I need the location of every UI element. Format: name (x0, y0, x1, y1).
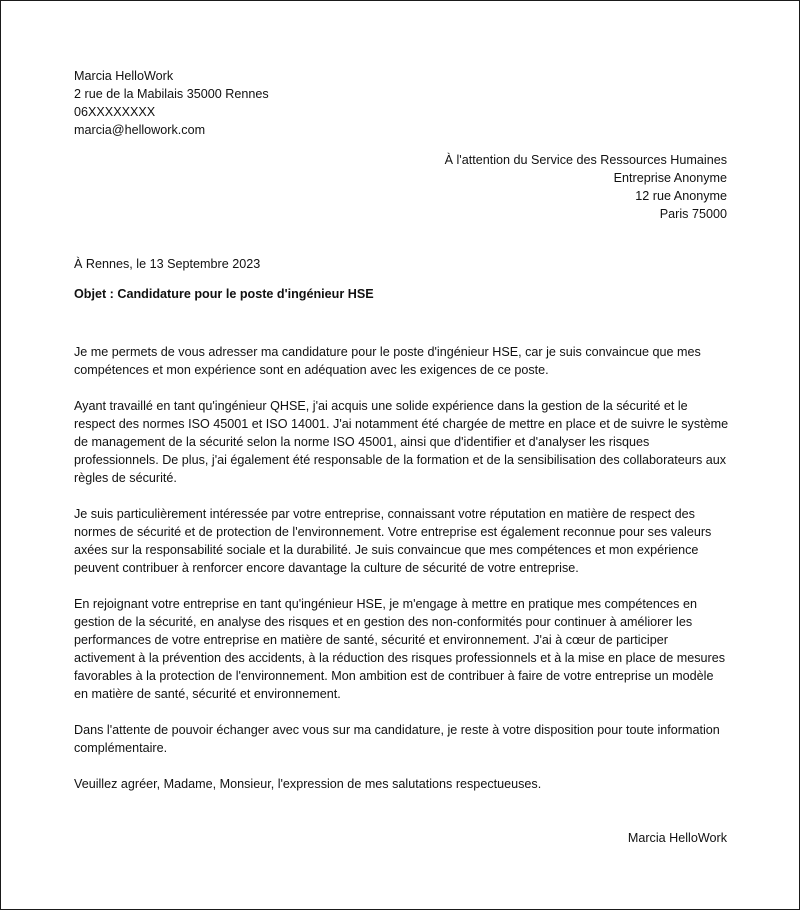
sender-phone: 06XXXXXXXX (74, 105, 156, 119)
body-paragraph: En rejoignant votre entreprise en tant qu'ingénieur HSE, je m'engage à mettre en pratique mes compétences en gestion de la sécurité, en analyse des risques et en gestion des non-conformités pour continuer à améliorer les performances de votre entreprise en matière de santé, sécurité et environnement. J'ai à cœur de participer activement à la prévention des accidents, à la réduction des risques professionnels et à la mise en place de mesures favorables à la protection de l'environnement. Mon ambition est de contribuer à faire de votre entreprise un modèle en matière de santé, sécurité et environnement. (74, 597, 726, 701)
recipient-attention: À l'attention du Service des Ressources Humaines (444, 153, 727, 167)
sender-email: marcia@hellowork.com (74, 123, 206, 137)
body-paragraph: Je suis particulièrement intéressée par votre entreprise, connaissant votre réputation en matière de respect des normes de sécurité et de protection de l'environnement. Votre entreprise est également reconnue pour ses valeurs axées sur la responsabilité sociale et la durabilité. Je suis convaincue que mes compétences et mon expérience peuvent contribuer à renforcer encore davantage la culture de sécurité de votre entreprise. (74, 507, 712, 575)
sender-address: 2 rue de la Mabilais 35000 Rennes (74, 87, 269, 101)
letter-body (74, 343, 729, 811)
date-line: À Rennes, le 13 Septembre 2023 (74, 257, 261, 271)
subject-line: Objet : Candidature pour le poste d'ingénieur HSE (74, 287, 374, 301)
body-paragraph: Je me permets de vous adresser ma candidature pour le poste d'ingénieur HSE, car je suis convaincue que mes compétences et mon expérience sont en adéquation avec les exigences de ce poste. (74, 345, 701, 377)
signature: Marcia HelloWork (627, 831, 727, 845)
recipient-street: 12 rue Anonyme (635, 189, 727, 203)
closing-paragraph: Veuillez agréer, Madame, Monsieur, l'expression de mes salutations respectueuses. (74, 777, 542, 791)
body-paragraph: Dans l'attente de pouvoir échanger avec vous sur ma candidature, je reste à votre disposition pour toute information complémentaire. (74, 723, 720, 755)
sender-name: Marcia HelloWork (74, 69, 174, 83)
body-paragraph: Ayant travaillé en tant qu'ingénieur QHSE, j'ai acquis une solide expérience dans la gestion de la sécurité et le respect des normes ISO 45001 et ISO 14001. J'ai notamment été chargée de mettre en place et de suivre le système de management de la sécurité selon la norme ISO 45001, ainsi que d'identifier et d'analyser les risques professionnels. De plus, j'ai également été responsable de la formation et de la sensibilisation des collaborateurs aux règles de sécurité. (74, 399, 729, 485)
recipient-block (445, 151, 727, 223)
recipient-city: Paris 75000 (659, 207, 727, 221)
sender-block (74, 67, 269, 139)
recipient-company: Entreprise Anonyme (613, 171, 727, 185)
